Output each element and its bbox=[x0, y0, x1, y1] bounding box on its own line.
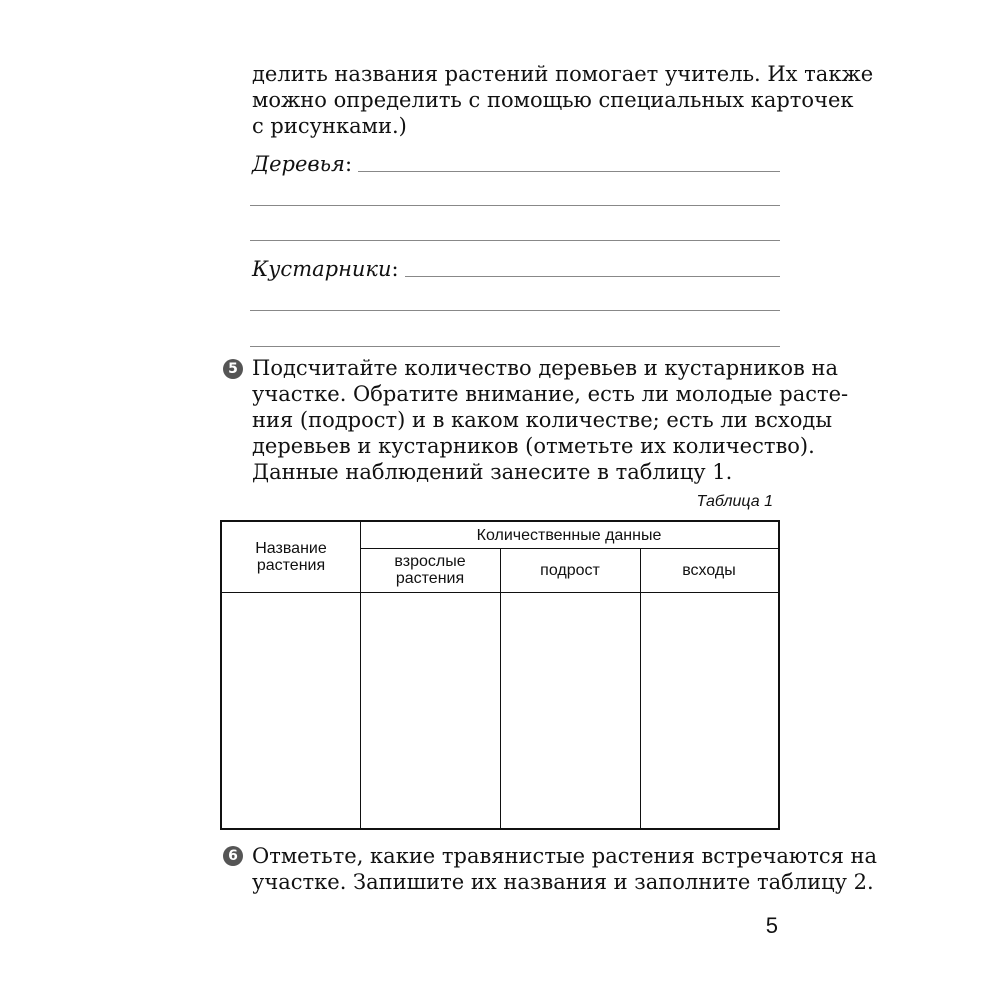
intro-paragraph bbox=[252, 61, 874, 139]
intro-line: с рисунками.) bbox=[252, 114, 407, 138]
header-quantitative-data: Количественные данные bbox=[476, 526, 662, 544]
table-header-bottom bbox=[222, 592, 778, 593]
header-adult-plants: взрослые растения bbox=[394, 553, 466, 587]
shrubs-label: Кустарники bbox=[252, 257, 392, 281]
shrubs-field: Кустарники : bbox=[252, 255, 780, 281]
task-5-line: Данные наблюдений занесите в таблицу 1. bbox=[252, 460, 733, 484]
table-1-caption: Таблица 1 bbox=[696, 493, 773, 510]
trees-field: Деревья : bbox=[252, 150, 780, 176]
task-5-line: деревьев и кустарников (отметьте их количество). bbox=[252, 434, 815, 458]
shrubs-answer-line-2[interactable] bbox=[250, 310, 780, 311]
shrubs-answer-line-3[interactable] bbox=[250, 346, 780, 347]
task-6-line: участке. Запишите их названия и заполните таблицу 2. bbox=[252, 870, 874, 894]
cell-seedlings[interactable] bbox=[641, 594, 778, 828]
task-5-number-badge: 5 bbox=[223, 359, 243, 379]
trees-answer-line-3[interactable] bbox=[250, 240, 780, 241]
page-number: 5 bbox=[765, 913, 778, 938]
intro-line: делить названия растений помогает учитель. Их также bbox=[252, 62, 874, 86]
header-plant-name: Название растения bbox=[255, 540, 327, 574]
shrubs-answer-line[interactable] bbox=[405, 276, 780, 277]
task-5-line: участке. Обратите внимание, есть ли молодые расте- bbox=[252, 382, 849, 406]
task-5-text bbox=[252, 355, 849, 485]
task-5-line: Подсчитайте количество деревьев и кустарников на bbox=[252, 356, 839, 380]
trees-label: Деревья bbox=[252, 152, 345, 176]
trees-answer-line[interactable] bbox=[358, 171, 780, 172]
task-6-text bbox=[252, 843, 878, 895]
intro-line: можно определить с помощью специальных карточек bbox=[252, 88, 854, 112]
header-seedlings: всходы bbox=[682, 561, 736, 579]
cell-adult-plants[interactable] bbox=[361, 594, 500, 828]
table-1 bbox=[220, 520, 780, 830]
task-5-line: ния (подрост) и в каком количестве; есть ли всходы bbox=[252, 408, 833, 432]
header-undergrowth: подрост bbox=[540, 561, 600, 579]
task-6-number-badge: 6 bbox=[223, 846, 243, 866]
trees-answer-line-2[interactable] bbox=[250, 205, 780, 206]
cell-undergrowth[interactable] bbox=[501, 594, 640, 828]
cell-plant-name[interactable] bbox=[222, 594, 360, 828]
task-6-line: Отметьте, какие травянистые растения встречаются на bbox=[252, 844, 878, 868]
